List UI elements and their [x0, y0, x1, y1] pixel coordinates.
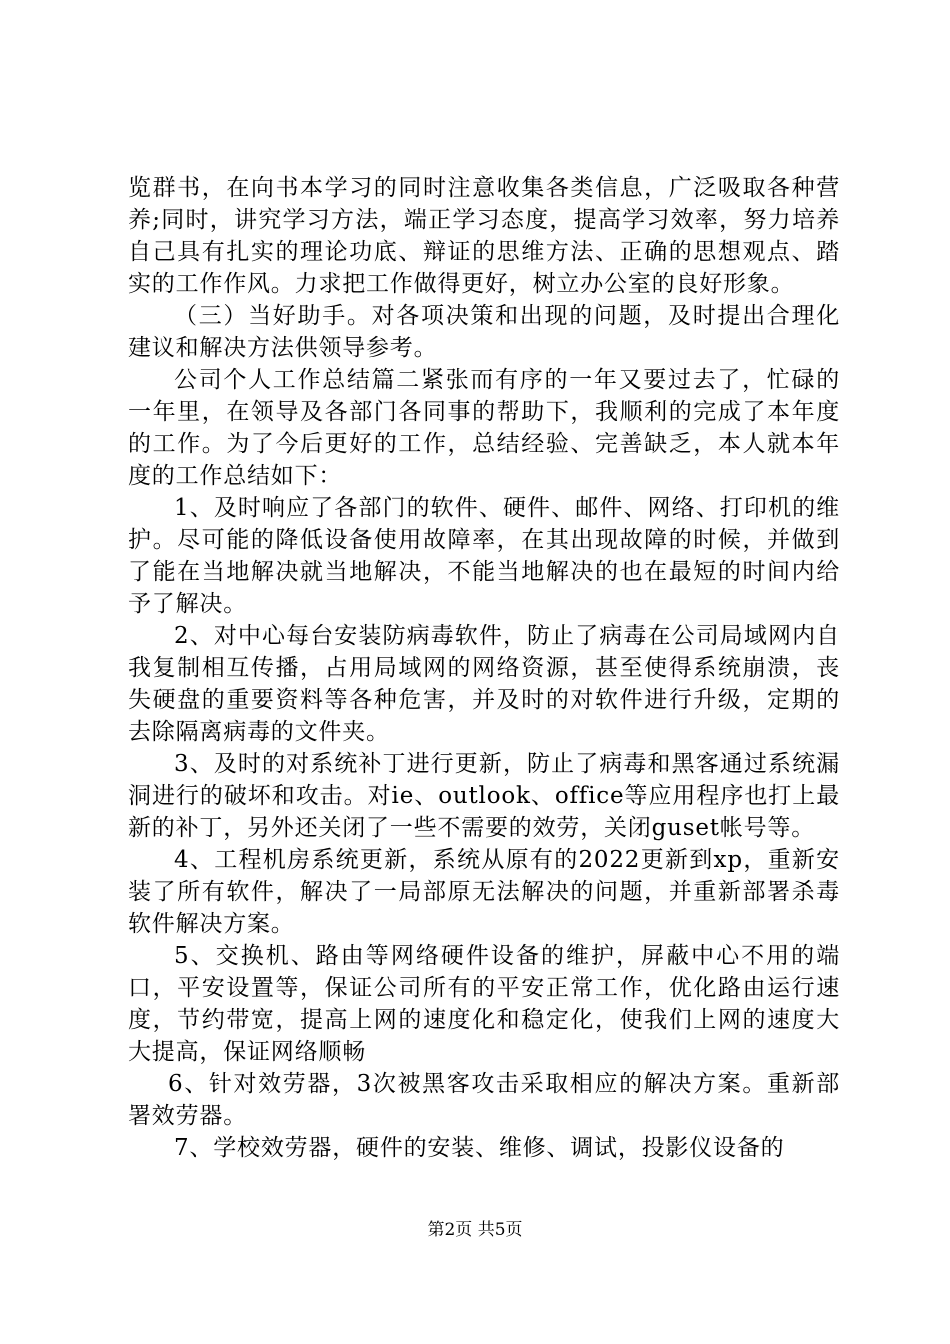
paragraph-item-2: 2、对中心每台安装防病毒软件，防止了病毒在公司局域网内自我复制相互传播，占用局域网的网络资源，甚至使得系统崩溃，丧失硬盘的重要资料等各种危害，并及时的对软件进行升级，定期的去除隔离病毒的文件夹。	[128, 623, 840, 745]
paragraph-item-3: 3、及时的对系统补丁进行更新，防止了病毒和黑客通过系统漏洞进行的破坏和攻击。对ie、outlook、office等应用程序也打上最新的补丁，另外还关闭了一些不需要的效劳，关闭guset帐号等。	[128, 751, 840, 841]
paragraph-section-three: （三）当好助手。对各项决策和出现的问题，及时提出合理化建议和解决方法供领导参考。	[128, 303, 840, 361]
paragraph-item-5: 5、交换机、路由等网络硬件设备的维护，屏蔽中心不用的端口，平安设置等，保证公司所有的平安正常工作，优化路由运行速度，节约带宽，提高上网的速度化和稳定化，使我们上网的速度大大提高，保证网络顺畅	[128, 943, 840, 1065]
paragraph-item-1: 1、及时响应了各部门的软件、硬件、邮件、网络、打印机的维护。尽可能的降低设备使用故障率，在其出现故障的时候，并做到了能在当地解决就当地解决，不能当地解决的也在最短的时间内给予了解决。	[128, 495, 840, 617]
document-body	[128, 172, 840, 1164]
paragraph-item-7: 7、学校效劳器，硬件的安装、维修、调试，投影仪设备的	[174, 1135, 785, 1161]
paragraph-item-4: 4、工程机房系统更新，系统从原有的2022更新到xp，重新安装了所有软件，解决了一局部原无法解决的问题，并重新部署杀毒软件解决方案。	[128, 847, 840, 937]
paragraph-continuation: 览群书，在向书本学习的同时注意收集各类信息，广泛吸取各种营养;同时，讲究学习方法，端正学习态度，提高学习效率，努力培养自己具有扎实的理论功底、辩证的思维方法、正确的思想观点、踏实的工作作风。力求把工作做得更好，树立办公室的良好形象。	[128, 175, 840, 297]
paragraph-item-6: 6、针对效劳器，3次被黑客攻击采取相应的解决方案。重新部署效劳器。	[128, 1071, 840, 1129]
page-number-footer: 第2页 共5页	[427, 1220, 523, 1240]
paragraph-summary-intro: 公司个人工作总结篇二紧张而有序的一年又要过去了，忙碌的一年里，在领导及各部门各同事的帮助下，我顺利的完成了本年度的工作。为了今后更好的工作，总结经验、完善缺乏，本人就本年度的工作总结如下：	[128, 367, 840, 489]
